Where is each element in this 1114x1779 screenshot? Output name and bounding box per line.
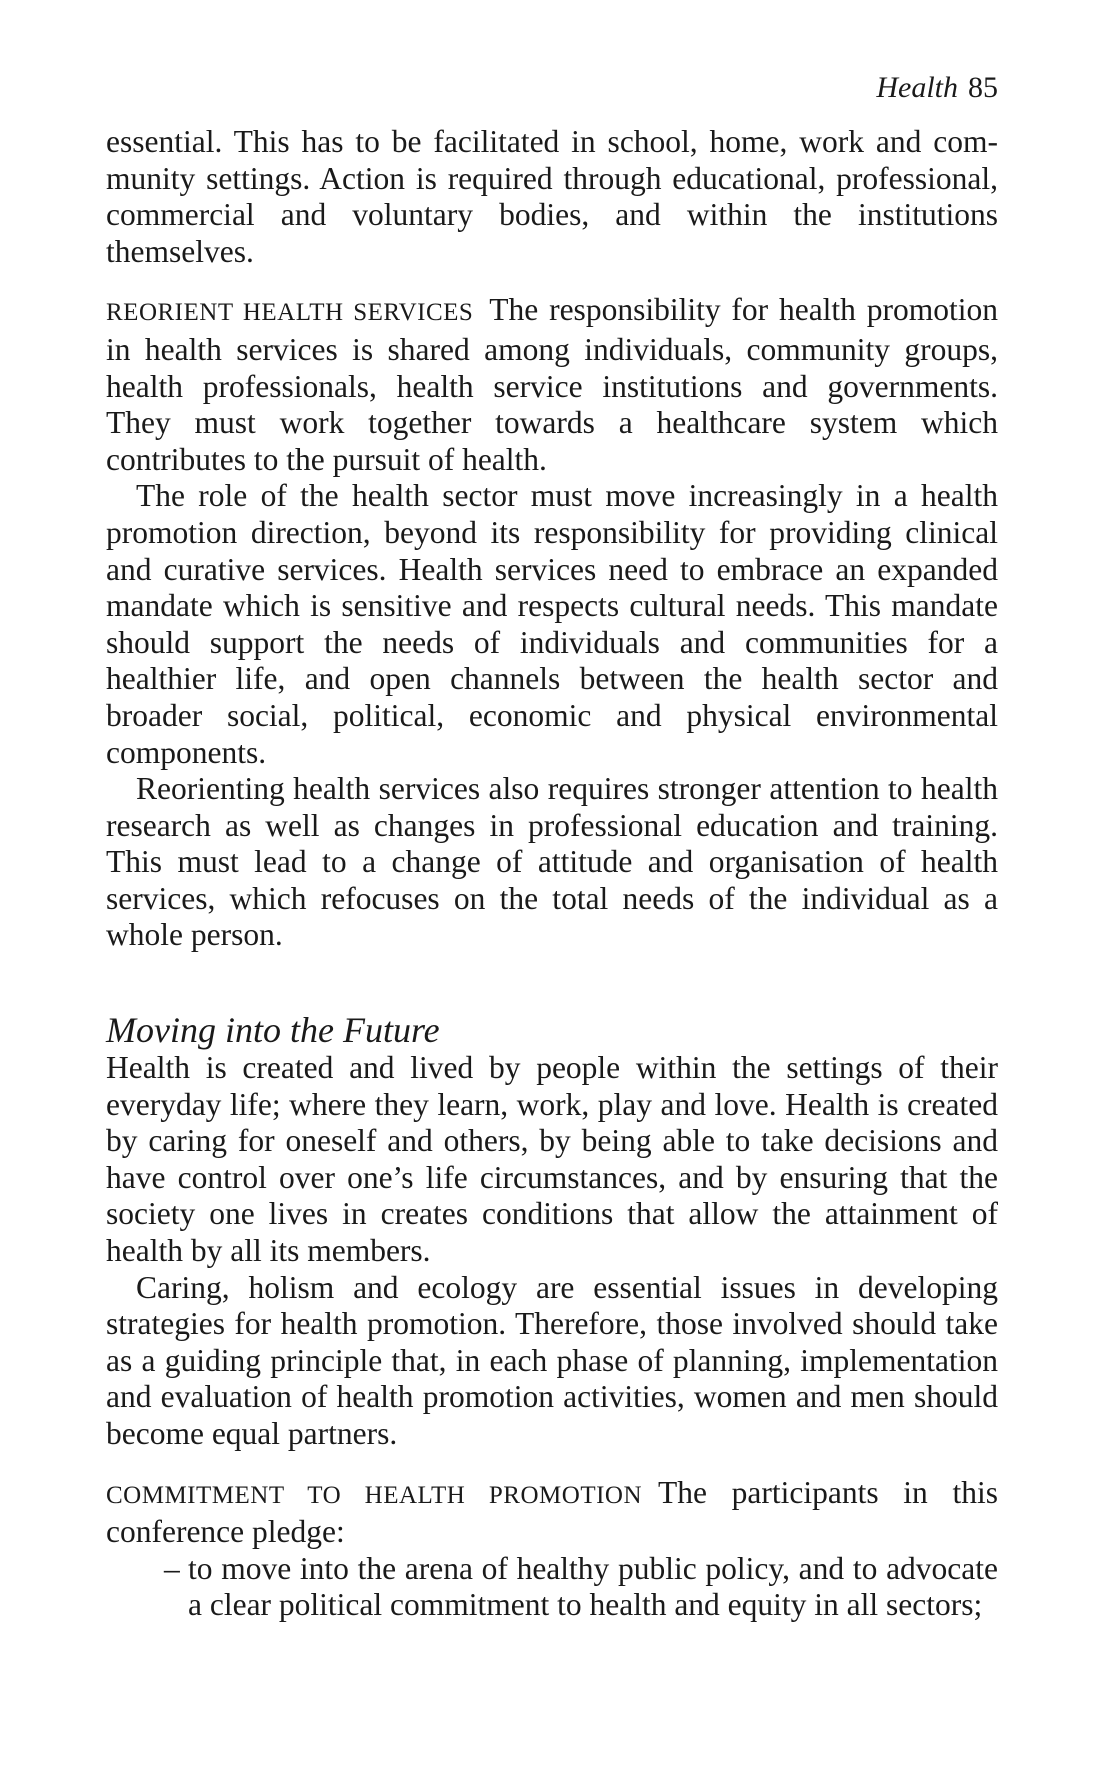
run-in-heading-reorient: REORIENT HEALTH SERVICES (106, 299, 474, 327)
paragraph-health-created: Health is created and lived by people within the settings of their everyday life; where they learn, work, play and love. Health is created by caring for oneself and others, by being able to take decisions and have control over one’s life circumstances, and by ensuring that the society one lives in creates conditions that allow the attainment of health by all its members. (106, 1050, 998, 1269)
page-number: 85 (968, 71, 998, 104)
running-head-section: Health (876, 71, 958, 104)
paragraph-continued: essential. This has to be facilitated in school, home, work and community settings. Action is required through educational, professional, commercial and voluntary bodies, and within the institutions themselves. (106, 124, 998, 269)
dash-bullet: – (164, 1550, 180, 1586)
paragraph-reorient-text: The responsibility for health promotion in health services is shared among individuals, community groups, health professionals, health service institutions and governments. They must work together towards a healthcare system which contributes to the pursuit of health. (106, 292, 998, 477)
paragraph-commitment (106, 1475, 998, 1551)
pledge-item (106, 1551, 998, 1624)
run-in-heading-commitment: COMMITMENT TO HEALTH PROMOTION (106, 1481, 643, 1509)
pledge-item-text: to move into the arena of healthy public policy, and to advocate a clear political commitment to health and equity in all sectors; (188, 1550, 998, 1623)
paragraph-health-sector-role: The role of the health sector must move increasingly in a health promotion direction, beyond its responsibility for providing clinical and curative services. Health services need to embrace an expanded mandate which is sensitive and respects cultural needs. This mandate should support the needs of individuals and communities for a healthier life, and open channels between the health sector and broader social, political, economic and physical environmental components. (106, 478, 998, 770)
paragraph-commitment-text: The participants in this conference pledge: (106, 1474, 998, 1550)
body-text (106, 124, 998, 1624)
running-head (876, 70, 998, 106)
section-heading-future: Moving into the Future (106, 1010, 440, 1051)
paragraph-reorienting-research: Reorienting health services also requires stronger attention to health research as well as changes in professional education and training. This must lead to a change of attitude and organisation of health services, which refocuses on the total needs of the individual as a whole person. (106, 771, 998, 953)
pledge-list (106, 1551, 998, 1624)
paragraph-reorient (106, 292, 998, 478)
paragraph-caring-holism: Caring, holism and ecology are essential issues in developing strategies for health promotion. Therefore, those involved should take as a guiding principle that, in each phase of planning, implementation and evaluation of health promotion activities, women and men should become equal partners. (106, 1269, 998, 1451)
